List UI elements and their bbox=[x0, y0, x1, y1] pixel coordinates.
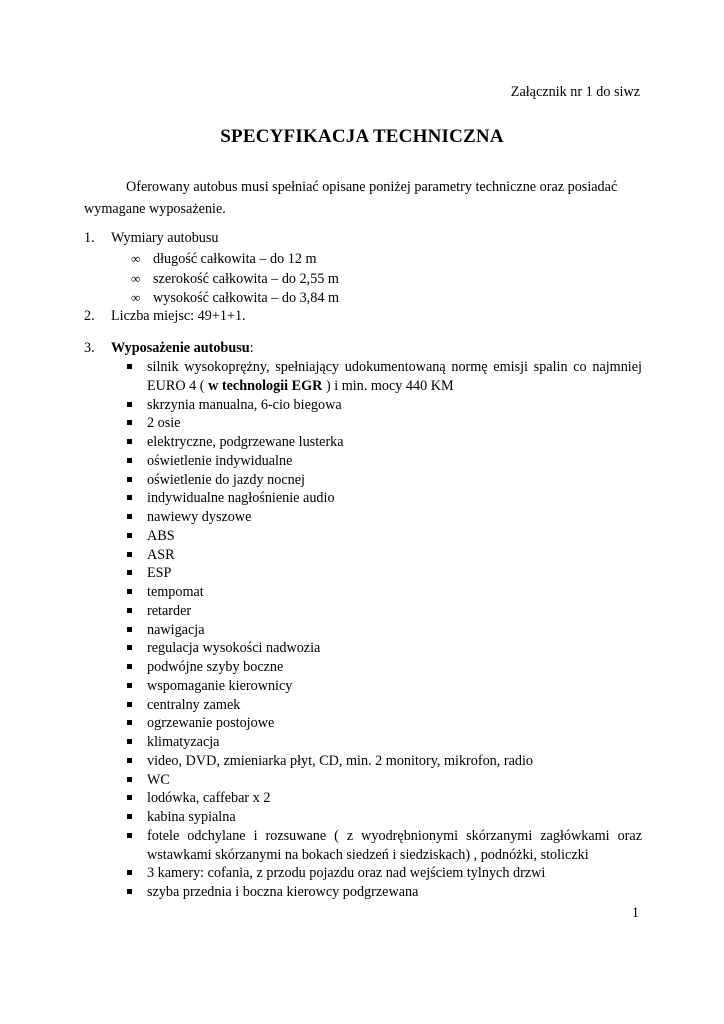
page-title: SPECYFIKACJA TECHNICZNA bbox=[220, 126, 504, 147]
list-item: ∞ wysokość całkowita – do 3,84 m bbox=[131, 290, 339, 307]
annex-label: Załącznik nr 1 do siwz bbox=[510, 84, 640, 100]
list-item: ASR bbox=[124, 546, 642, 565]
square-bullet-icon bbox=[127, 533, 132, 538]
square-bullet-icon bbox=[127, 495, 132, 500]
section-1-number: 1. bbox=[84, 230, 95, 246]
list-item: oświetlenie do jazdy nocnej bbox=[124, 471, 642, 490]
square-bullet-icon bbox=[127, 720, 132, 725]
section-3-title: Wyposażenie autobusu bbox=[111, 340, 250, 356]
list-item: klimatyzacja bbox=[124, 733, 642, 752]
infinity-bullet-icon: ∞ bbox=[131, 251, 141, 266]
list-item: ogrzewanie postojowe bbox=[124, 714, 642, 733]
list-item: elektryczne, podgrzewane lusterka bbox=[124, 433, 642, 452]
list-item: retarder bbox=[124, 602, 642, 621]
square-bullet-icon bbox=[127, 458, 132, 463]
list-item: regulacja wysokości nadwozia bbox=[124, 639, 642, 658]
square-bullet-icon bbox=[127, 608, 132, 613]
square-bullet-icon bbox=[127, 702, 132, 707]
square-bullet-icon bbox=[127, 814, 132, 819]
list-item: WC bbox=[124, 771, 642, 790]
square-bullet-icon bbox=[127, 870, 132, 875]
list-item: ESP bbox=[124, 564, 642, 583]
square-bullet-icon bbox=[127, 589, 132, 594]
list-item: tempomat bbox=[124, 583, 642, 602]
square-bullet-icon bbox=[127, 420, 132, 425]
square-bullet-icon bbox=[127, 664, 132, 669]
list-item: indywidualne nagłośnienie audio bbox=[124, 489, 642, 508]
list-item: ABS bbox=[124, 527, 642, 546]
square-bullet-icon bbox=[127, 795, 132, 800]
infinity-bullet-icon: ∞ bbox=[131, 270, 141, 286]
list-item: lodówka, caffebar x 2 bbox=[124, 789, 642, 808]
intro-paragraph: Oferowany autobus musi spełniać opisane poniżej parametry techniczne oraz posiadać wymagane wyposażenie. bbox=[84, 179, 618, 217]
square-bullet-icon bbox=[127, 552, 132, 557]
square-bullet-icon bbox=[127, 833, 132, 838]
list-item: szyba przednia i boczna kierowcy podgrzewana bbox=[124, 883, 642, 902]
section-1-heading bbox=[84, 230, 644, 247]
square-bullet-icon bbox=[127, 758, 132, 763]
list-item-engine: silnik wysokoprężny, spełniający udokumentowaną normę emisji spalin co najmniej EURO 4 ( w technologii EGR ) i min. mocy 440 KM bbox=[124, 358, 642, 396]
section-2-number: 2. bbox=[84, 308, 95, 324]
section-3-number: 3. bbox=[84, 340, 95, 356]
list-item: video, DVD, zmieniarka płyt, CD, min. 2 monitory, mikrofon, radio bbox=[124, 752, 642, 771]
section-3-heading: 3. Wyposażenie autobusu: bbox=[84, 340, 254, 356]
list-item: 3 kamery: cofania, z przodu pojazdu oraz nad wejściem tylnych drzwi bbox=[124, 864, 642, 883]
list-item: 2 osie bbox=[124, 414, 642, 433]
square-bullet-icon bbox=[127, 439, 132, 444]
square-bullet-icon bbox=[127, 683, 132, 688]
equipment-list bbox=[124, 358, 642, 902]
square-bullet-icon bbox=[127, 477, 132, 482]
square-bullet-icon bbox=[127, 514, 132, 519]
list-item: fotele odchylane i rozsuwane ( z wyodrębnionymi skórzanymi zagłówkami oraz wstawkami skórzanymi na bokach siedzeń i siedziskach) , podnóżki, stoliczki bbox=[124, 827, 642, 865]
list-item: kabina sypialna bbox=[124, 808, 642, 827]
list-item: podwójne szyby boczne bbox=[124, 658, 642, 677]
list-item: nawigacja bbox=[124, 621, 642, 640]
list-item: ∞ szerokość całkowita – do 2,55 m bbox=[131, 270, 339, 287]
dimensions-list bbox=[131, 249, 339, 308]
list-item: centralny zamek bbox=[124, 696, 642, 715]
section-1-title: Wymiary autobusu bbox=[111, 230, 219, 246]
section-2-text: Liczba miejsc: 49+1+1. bbox=[111, 308, 246, 324]
square-bullet-icon bbox=[127, 627, 132, 632]
square-bullet-icon bbox=[127, 364, 132, 369]
list-item: ∞ długość całkowita – do 12 m bbox=[131, 251, 317, 267]
square-bullet-icon bbox=[127, 570, 132, 575]
list-item: skrzynia manualna, 6-cio biegowa bbox=[124, 396, 642, 415]
list-item: nawiewy dyszowe bbox=[124, 508, 642, 527]
list-item: wspomaganie kierownicy bbox=[124, 677, 642, 696]
section-2 bbox=[84, 308, 644, 325]
infinity-bullet-icon: ∞ bbox=[131, 290, 141, 306]
square-bullet-icon bbox=[127, 739, 132, 744]
list-item: oświetlenie indywidualne bbox=[124, 452, 642, 471]
square-bullet-icon bbox=[127, 645, 132, 650]
square-bullet-icon bbox=[127, 889, 132, 894]
page-number: 1 bbox=[631, 905, 639, 921]
square-bullet-icon bbox=[127, 402, 132, 407]
square-bullet-icon bbox=[127, 777, 132, 782]
